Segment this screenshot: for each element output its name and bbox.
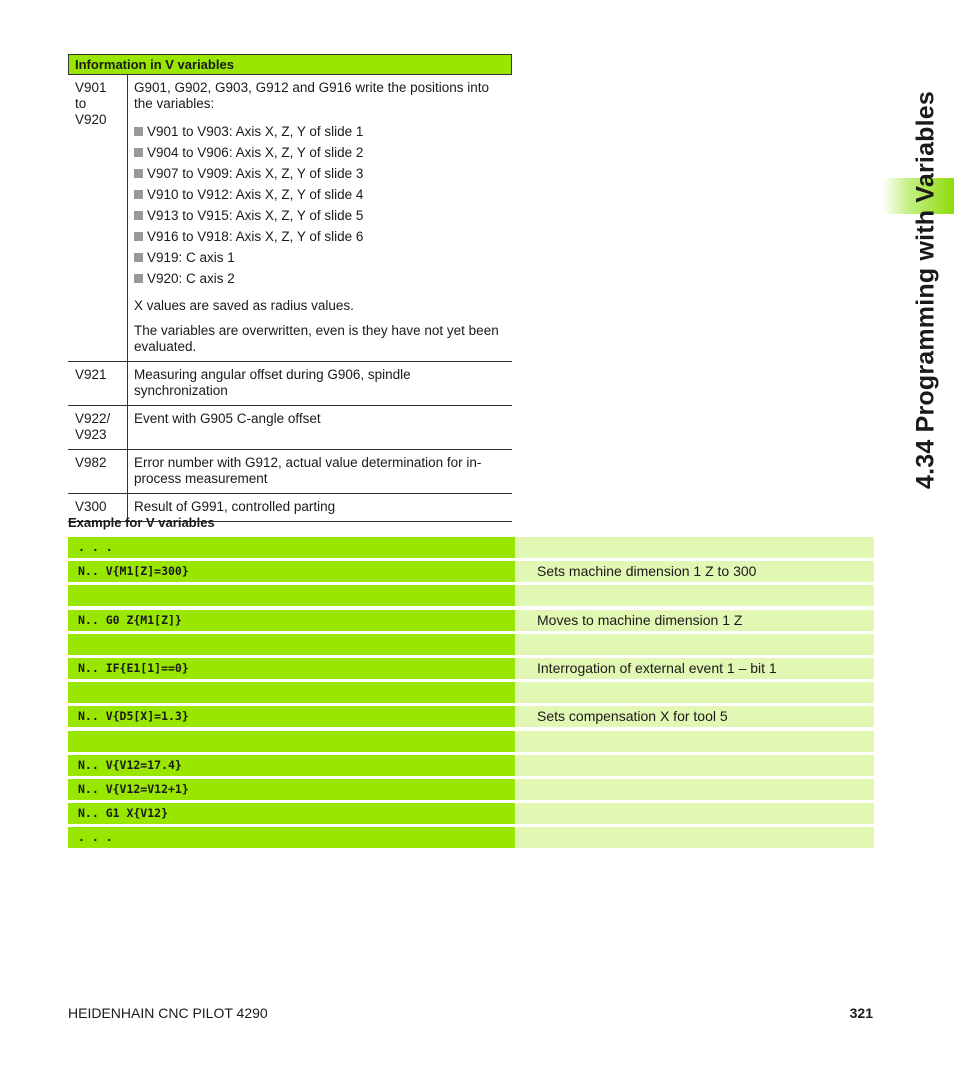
- list-item: [134, 163, 506, 184]
- code-row: [68, 634, 874, 655]
- code-comment: [515, 803, 874, 824]
- code-comment: Sets compensation X for tool 5: [515, 706, 874, 727]
- list-item-text: V916 to V918: Axis X, Z, Y of slide 6: [147, 229, 364, 244]
- code-row: [68, 731, 874, 752]
- code-comment: [515, 682, 874, 703]
- code-row: [68, 827, 874, 848]
- list-item: [134, 268, 506, 289]
- square-bullet-icon: [134, 274, 143, 283]
- list-item-text: V913 to V915: Axis X, Z, Y of slide 5: [147, 208, 364, 223]
- code-comment: [515, 779, 874, 800]
- code-comment: Interrogation of external event 1 – bit 1: [515, 658, 874, 679]
- list-item-text: V907 to V909: Axis X, Z, Y of slide 3: [147, 166, 364, 181]
- code-line: N.. V{V12=V12+1}: [68, 779, 515, 800]
- code-line: . . .: [68, 827, 515, 848]
- square-bullet-icon: [134, 211, 143, 220]
- code-line: N.. IF{E1[1]==0}: [68, 658, 515, 679]
- code-line: [68, 682, 515, 703]
- code-line: N.. V{D5[X]=1.3}: [68, 706, 515, 727]
- code-comment: [515, 537, 874, 558]
- table-row: [69, 406, 512, 450]
- code-line: . . .: [68, 537, 515, 558]
- code-row: [68, 779, 874, 800]
- desc-cell: Measuring angular offset during G906, spindle synchronization: [128, 362, 512, 406]
- code-line: [68, 585, 515, 606]
- code-comment: [515, 634, 874, 655]
- chapter-title-text: 4.34 Programming with Variables: [911, 90, 940, 490]
- list-item-text: V901 to V903: Axis X, Z, Y of slide 1: [147, 124, 364, 139]
- code-comment: [515, 585, 874, 606]
- list-item: [134, 121, 506, 142]
- square-bullet-icon: [134, 148, 143, 157]
- var-cell: [69, 450, 128, 494]
- code-comment: Sets machine dimension 1 Z to 300: [515, 561, 874, 582]
- var-label: V922/: [75, 411, 111, 426]
- code-row: [68, 610, 874, 631]
- code-row: [68, 658, 874, 679]
- footer-product: HEIDENHAIN CNC PILOT 4290: [68, 1005, 268, 1021]
- code-comment: [515, 827, 874, 848]
- var-label: V923: [75, 427, 107, 442]
- code-line: N.. G0 Z{M1[Z]}: [68, 610, 515, 631]
- code-row: [68, 803, 874, 824]
- var-cell: [69, 406, 128, 450]
- desc-cell: Result of G991, controlled parting: [128, 494, 512, 522]
- square-bullet-icon: [134, 127, 143, 136]
- square-bullet-icon: [134, 232, 143, 241]
- code-line: [68, 731, 515, 752]
- list-item: [134, 226, 506, 247]
- list-item-text: V904 to V906: Axis X, Z, Y of slide 2: [147, 145, 364, 160]
- v-variables-info-table: [68, 54, 512, 522]
- code-row: [68, 682, 874, 703]
- list-item: [134, 142, 506, 163]
- var-cell: [69, 75, 128, 362]
- table-row: [69, 450, 512, 494]
- code-row: [68, 537, 874, 558]
- code-row: [68, 755, 874, 776]
- code-row: [68, 706, 874, 727]
- code-row: [68, 561, 874, 582]
- var-label: V300: [75, 499, 107, 514]
- code-line: N.. V{V12=17.4}: [68, 755, 515, 776]
- list-item: [134, 205, 506, 226]
- square-bullet-icon: [134, 253, 143, 262]
- list-item: [134, 184, 506, 205]
- list-item-text: V920: C axis 2: [147, 271, 235, 286]
- info-table-header: Information in V variables: [69, 55, 512, 75]
- row-note: X values are saved as radius values.: [134, 298, 354, 313]
- table-row: [69, 75, 512, 362]
- var-label: V901: [75, 80, 107, 95]
- var-label: V921: [75, 367, 107, 382]
- desc-cell: Error number with G912, actual value determination for in-process measurement: [128, 450, 512, 494]
- list-item-text: V910 to V912: Axis X, Z, Y of slide 4: [147, 187, 364, 202]
- desc-cell: Event with G905 C-angle offset: [128, 406, 512, 450]
- slide-list: [134, 121, 506, 289]
- example-code-table: [68, 537, 874, 851]
- code-comment: [515, 731, 874, 752]
- var-label: V982: [75, 455, 107, 470]
- example-title: Example for V variables: [68, 515, 215, 530]
- code-line: [68, 634, 515, 655]
- code-line: N.. G1 X{V12}: [68, 803, 515, 824]
- code-comment: [515, 755, 874, 776]
- row-intro: G901, G902, G903, G912 and G916 write the positions into the variables:: [134, 80, 489, 111]
- list-item: [134, 247, 506, 268]
- desc-cell: [128, 75, 512, 362]
- code-comment: Moves to machine dimension 1 Z: [515, 610, 874, 631]
- code-line: N.. V{M1[Z]=300}: [68, 561, 515, 582]
- row-note: The variables are overwritten, even is they have not yet been evaluated.: [134, 323, 499, 354]
- list-item-text: V919: C axis 1: [147, 250, 235, 265]
- square-bullet-icon: [134, 190, 143, 199]
- table-row: [69, 362, 512, 406]
- var-cell: [69, 362, 128, 406]
- var-label: to: [75, 96, 87, 111]
- square-bullet-icon: [134, 169, 143, 178]
- code-row: [68, 585, 874, 606]
- page-number: 321: [849, 1005, 873, 1021]
- var-label: V920: [75, 112, 107, 127]
